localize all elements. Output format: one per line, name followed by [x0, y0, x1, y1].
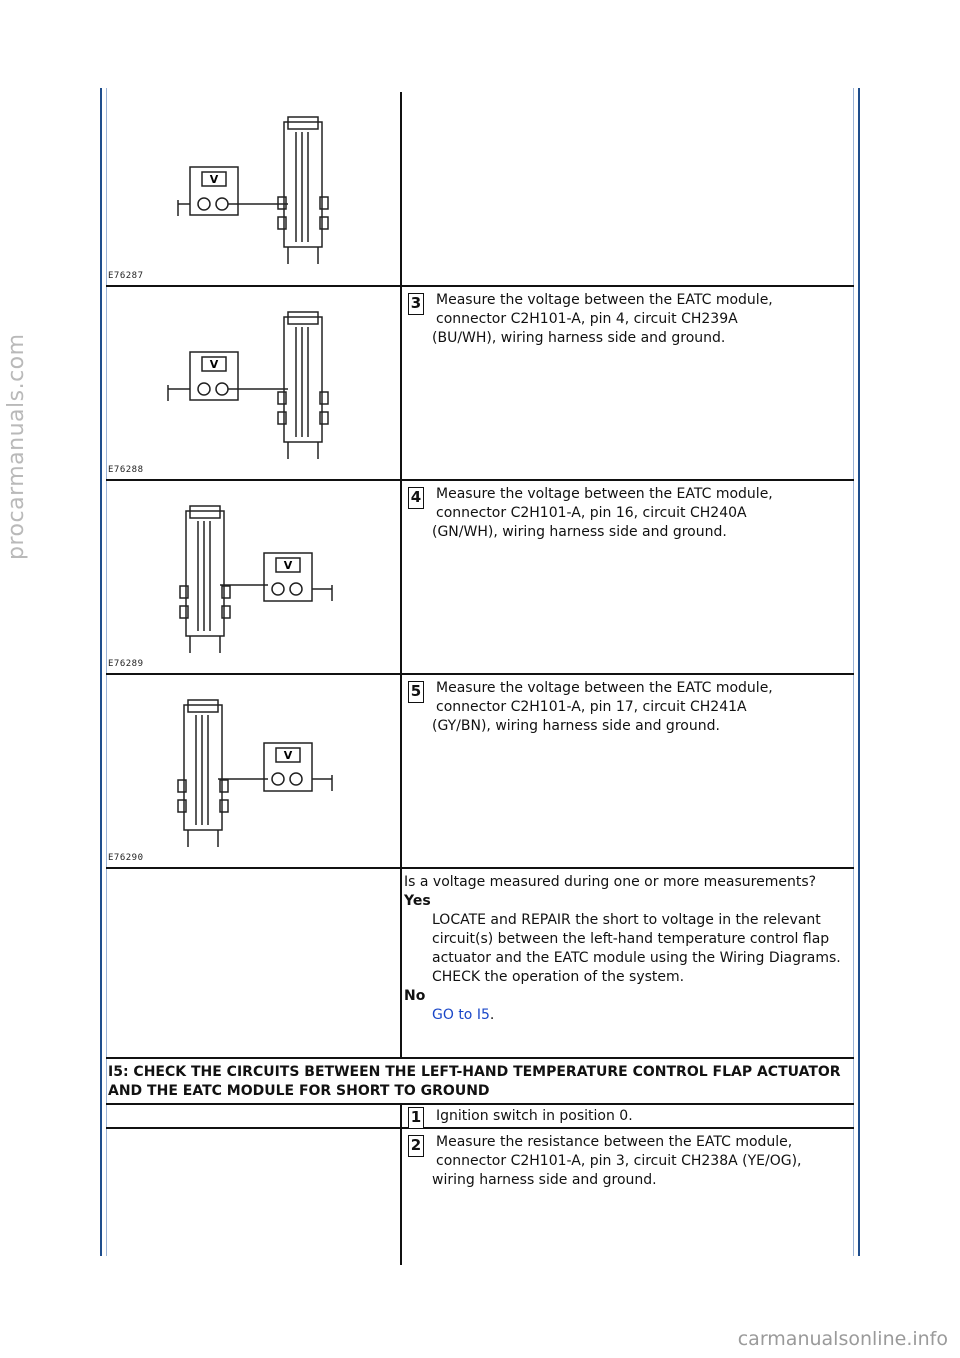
column-divider: [400, 675, 402, 867]
step-text: Measure the voltage between the EATC module, connector C2H101-A, pin 17, circuit CH241A (GY/BN), wiring harness side and ground.: [432, 680, 773, 734]
connector-diagram: [106, 675, 400, 867]
step-number: 3: [408, 293, 424, 315]
column-divider: [400, 1129, 402, 1265]
connector-diagram: [106, 92, 400, 285]
decision-block: [402, 873, 854, 1025]
meter-symbol: V: [209, 358, 219, 371]
step-text: Measure the voltage between the EATC module, connector C2H101-A, pin 4, circuit CH239A (BU/WH), wiring harness side and ground.: [432, 292, 773, 346]
column-divider: [400, 287, 402, 479]
side-watermark: procarmanuals.com: [4, 333, 29, 560]
column-divider: [400, 481, 402, 673]
meter-symbol: V: [283, 749, 293, 762]
figure-label: E76289: [108, 659, 144, 669]
yes-label: Yes: [404, 893, 431, 909]
go-to-i5-link[interactable]: GO to I5: [432, 1007, 490, 1023]
table-row: [106, 1129, 854, 1265]
step-1: [406, 1107, 850, 1126]
step-5: [406, 679, 850, 736]
table-row: [106, 1105, 854, 1129]
step-text: Measure the resistance between the EATC module, connector C2H101-A, pin 3, circuit CH238A (YE/OG), wiring harness side and ground.: [432, 1134, 802, 1188]
table-row: [106, 287, 854, 481]
step-text: Ignition switch in position 0.: [436, 1108, 633, 1124]
figure-voltmeter-connector: [106, 287, 400, 479]
no-label: No: [404, 988, 426, 1004]
table-row: [106, 869, 854, 1059]
figure-voltmeter-connector: [106, 481, 400, 673]
step-number: 1: [408, 1107, 424, 1129]
question-text: Is a voltage measured during one or more measurements?: [404, 874, 817, 890]
step-2: [406, 1133, 850, 1190]
figure-label: E76290: [108, 853, 144, 863]
step-4: [406, 485, 850, 542]
step-text: Measure the voltage between the EATC module, connector C2H101-A, pin 16, circuit CH240A (GN/WH), wiring harness side and ground.: [432, 486, 773, 540]
footer-watermark: carmanualsonline.info: [737, 1328, 948, 1350]
step-3: [406, 291, 850, 348]
no-action: GO to I5.: [432, 1007, 495, 1023]
connector-diagram: [106, 481, 400, 673]
step-number: 5: [408, 681, 424, 703]
column-divider: [400, 92, 402, 285]
procedure-table: [106, 92, 854, 1265]
left-margin-rule: [100, 88, 102, 1256]
yes-action: LOCATE and REPAIR the short to voltage in the relevant circuit(s) between the left-hand temperature control flap actuator and the EATC module using the Wiring Diagrams. CHECK the operation of the system.: [432, 912, 841, 985]
table-row: [106, 92, 854, 287]
connector-diagram: [106, 287, 400, 479]
step-number: 2: [408, 1135, 424, 1157]
section-heading: I5: CHECK THE CIRCUITS BETWEEN THE LEFT-HAND TEMPERATURE CONTROL FLAP ACTUATOR AND THE EATC MODULE FOR SHORT TO GROUND: [106, 1059, 854, 1105]
meter-symbol: V: [283, 559, 293, 572]
step-number: 4: [408, 487, 424, 509]
table-row: [106, 481, 854, 675]
figure-label: E76288: [108, 465, 144, 475]
table-row: [106, 675, 854, 869]
figure-label: E76287: [108, 271, 144, 281]
meter-symbol: V: [209, 173, 219, 186]
right-margin-rule: [858, 88, 860, 1256]
column-divider: [400, 1105, 402, 1127]
figure-voltmeter-connector: [106, 675, 400, 867]
figure-voltmeter-connector: [106, 92, 400, 285]
